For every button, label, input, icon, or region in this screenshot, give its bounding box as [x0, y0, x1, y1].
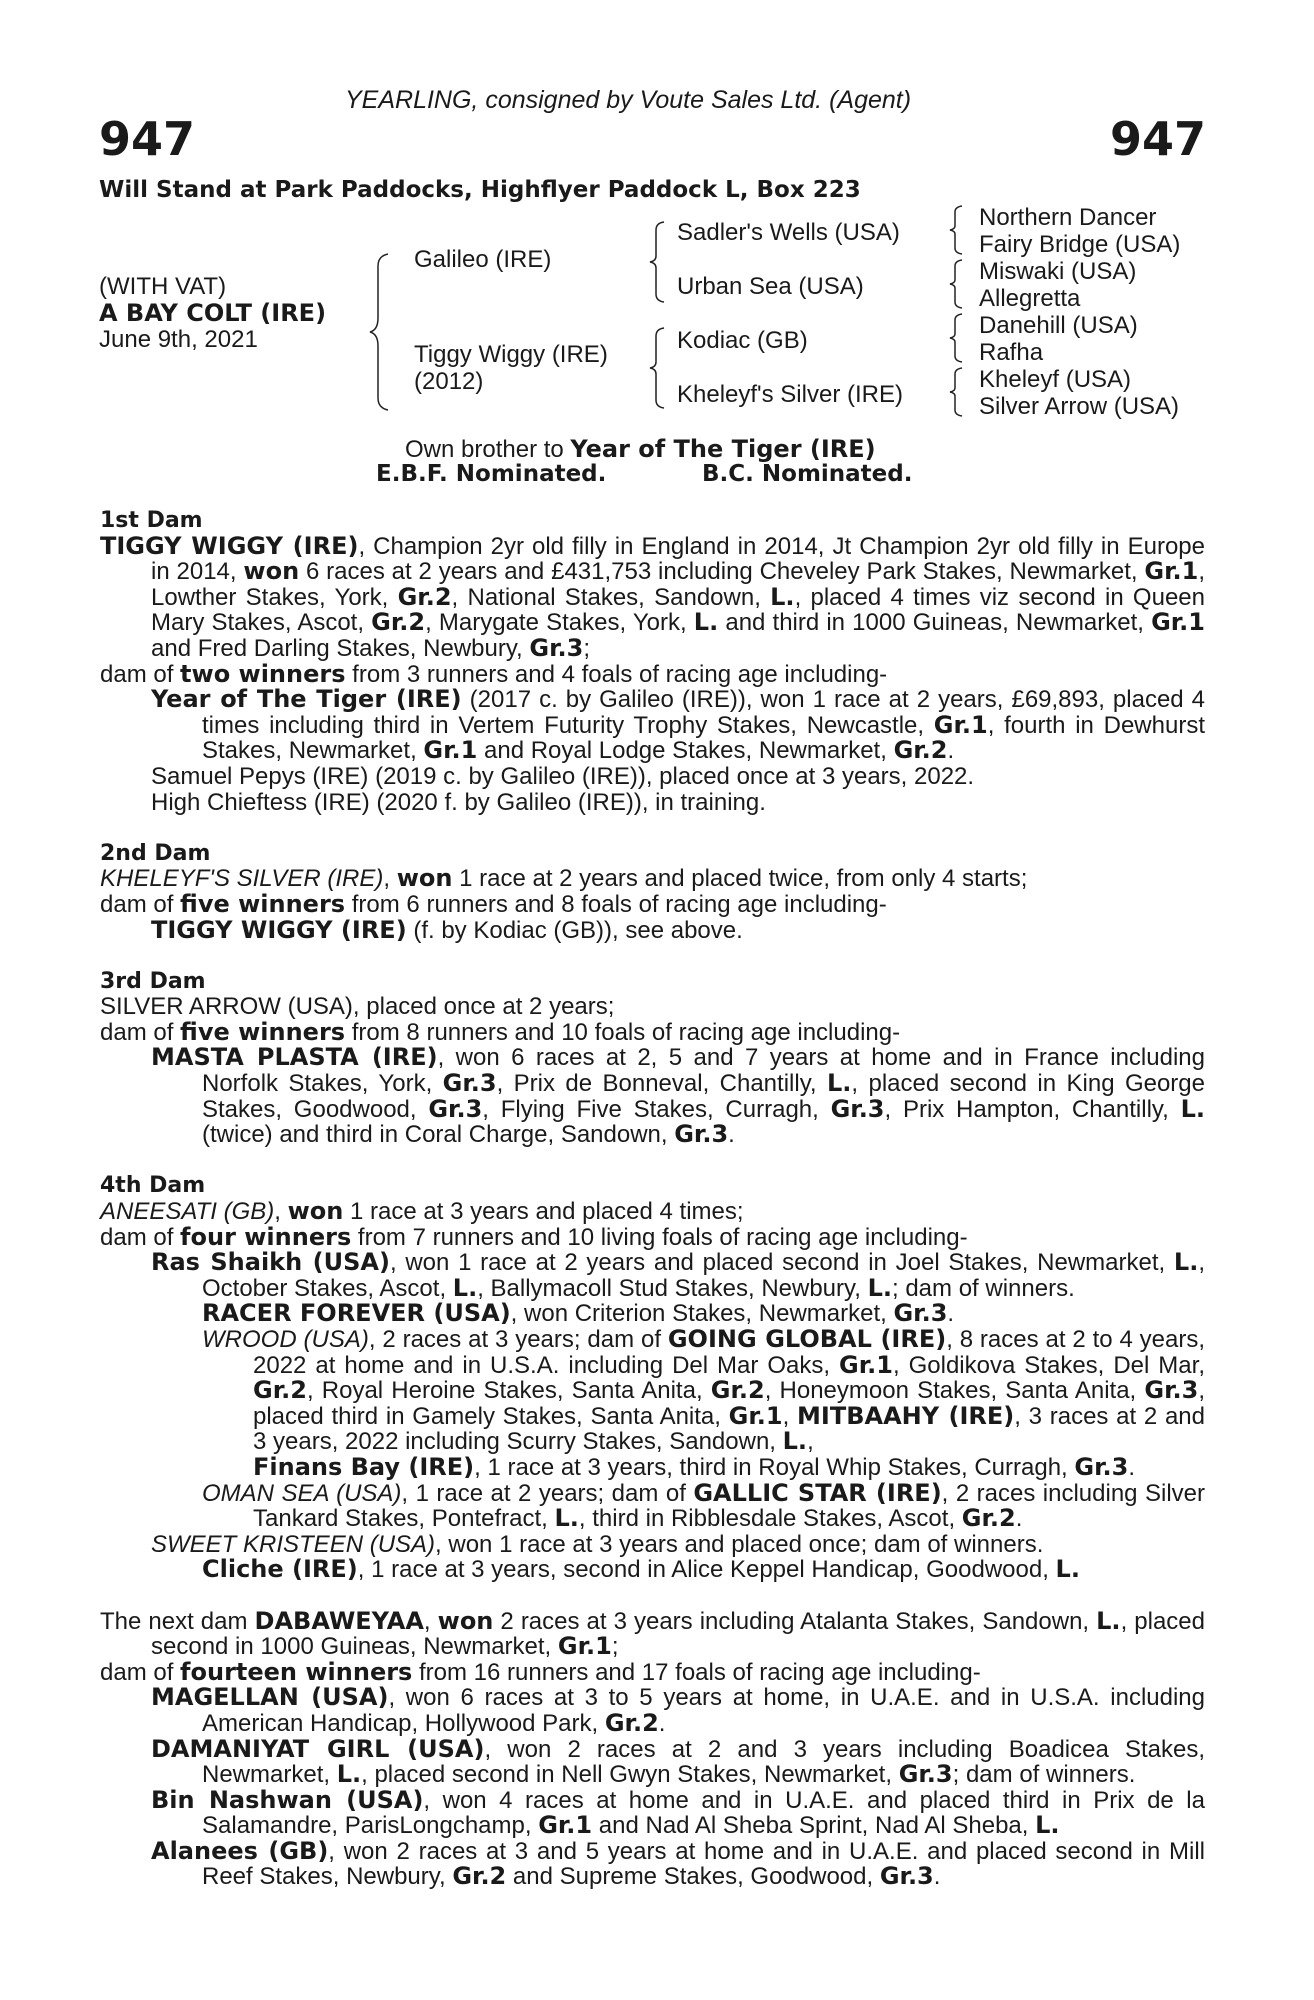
text: dam of [100, 1223, 181, 1251]
text: , won 6 races at 3 to 5 years at home, in U.A.E. and in U.S.A. including American Handicap, Hollywood Park, [202, 1684, 1206, 1737]
text: 1 race at 3 years and placed 4 times; [343, 1198, 744, 1226]
produce-name: Cliche (IRE) [202, 1555, 358, 1584]
text: . [947, 737, 955, 765]
text: , Prix Hampton, Chantilly, [884, 1095, 1181, 1123]
catalogue-body [100, 508, 1205, 1890]
produce-name: OMAN SEA (USA) [202, 1479, 402, 1507]
produce-name: MITBAAHY (IRE) [797, 1401, 1015, 1430]
text: , [383, 865, 397, 893]
grade: Gr.2 [893, 736, 948, 765]
text: and Supreme Stakes, Goodwood, [506, 1863, 880, 1891]
text: ; dam of winners. [892, 1274, 1075, 1302]
foaling-date: June 9th, 2021 [99, 326, 258, 353]
next-dam-produce-summary [100, 1657, 1205, 1686]
text: , Champion 2yr old filly in England in 2014, Jt Champion 2yr old filly in Europe in 2014, [151, 532, 1206, 586]
text: , Royal Heroine Stakes, Santa Anita, [306, 1377, 711, 1405]
catalogue-subtitle: YEARLING, consigned by Voute Sales Ltd. (Agent) [345, 86, 912, 114]
listed: L. [554, 1504, 579, 1533]
listed: L. [1035, 1811, 1060, 1840]
listed: L. [770, 582, 795, 611]
grade: Gr.3 [830, 1094, 885, 1123]
text: 2 races at 3 years including Atalanta Stakes, Sandown, [493, 1607, 1097, 1635]
produce-racer-forever [100, 1301, 1205, 1327]
text: dam of [100, 660, 181, 688]
produce-alanees [100, 1836, 1205, 1891]
produce-name: Ras Shaikh (USA) [151, 1248, 390, 1277]
grade: Gr.3 [442, 1069, 497, 1098]
text: dam of [100, 1018, 181, 1046]
produce-high-chieftess: High Chieftess (IRE) (2020 f. by Galileo (IRE)), in training. [151, 788, 766, 816]
sire-name: Galileo (IRE) [414, 246, 552, 273]
text: , won 1 race at 2 years and placed second in Joel Stakes, Newmarket, [389, 1249, 1174, 1277]
text: , placed 4 times viz second in Queen Mary Stakes, Ascot, [151, 583, 1205, 637]
grade: Gr.3 [1074, 1452, 1129, 1481]
grade: Gr.2 [710, 1376, 765, 1405]
dam-name: Tiggy Wiggy (IRE) [414, 341, 608, 368]
text: , Ballymacoll Stud Stakes, Newbury, [477, 1274, 868, 1302]
text: , won 1 race at 3 years and placed once; dam of winners. [435, 1530, 1044, 1558]
won: won [243, 557, 300, 586]
bc-note: B.C. Nominated. [702, 461, 913, 487]
own-brother-name: Year of The Tiger (IRE) [570, 435, 876, 463]
second-dam-produce-summary [100, 889, 1205, 918]
winners-count: five winners [180, 889, 346, 918]
next-dam-name: DABAWEYAA [254, 1606, 424, 1635]
grade: Gr.1 [839, 1350, 893, 1379]
text: , 1 race at 2 years; dam of [401, 1479, 694, 1507]
produce-year-of-the-tiger [100, 687, 1205, 764]
text: ; [583, 634, 590, 662]
produce-name: MAGELLAN (USA) [151, 1683, 389, 1712]
text: and Nad Al Sheba Sprint, Nad Al Sheba, [592, 1812, 1036, 1840]
produce-masta-plasta [100, 1045, 1205, 1147]
text: from 6 runners and 8 foals of racing age including- [345, 890, 887, 918]
text: , fourth in Dewhurst Stakes, Newmarket, [202, 711, 1205, 765]
grade: Gr.3 [893, 1299, 948, 1328]
listed: L. [336, 1760, 362, 1789]
grade: Gr.1 [557, 1632, 612, 1661]
text: , [807, 1428, 814, 1456]
listed: L. [782, 1427, 808, 1456]
produce-name: Bin Nashwan (USA) [151, 1785, 424, 1814]
produce-name: GALLIC STAR (IRE) [693, 1478, 942, 1507]
lot-number-right: 947 [1109, 112, 1206, 166]
fourth-dam-produce-summary [100, 1222, 1205, 1251]
text: 6 races at 2 years and £431,753 including Cheveley Park Stakes, Newmarket, [299, 558, 1145, 586]
produce-damaniyat-girl [100, 1734, 1205, 1789]
second-dam-name: KHELEYF'S SILVER (IRE) [100, 865, 384, 893]
text: , Honeymoon Stakes, Santa Anita, [764, 1377, 1145, 1405]
text: , third in Ribblesdale Stakes, Ascot, [578, 1505, 962, 1533]
text: , Goldikova Stakes, Del Mar, [892, 1351, 1205, 1379]
produce-sweet-kristeen [100, 1532, 1205, 1558]
horse-name: A BAY COLT (IRE) [99, 299, 327, 327]
produce-tiggy-wiggy [100, 915, 1205, 944]
listed: L. [1180, 1094, 1205, 1123]
produce-oman-sea [100, 1478, 1206, 1533]
pedigree-brace-g3-1 [948, 204, 966, 256]
second-dam-record [100, 866, 1205, 892]
grade: Gr.3 [674, 1120, 729, 1149]
stand-location: Will Stand at Park Paddocks, Highflyer Paddock L, Box 223 [99, 177, 861, 203]
listed: L. [1096, 1606, 1121, 1635]
dam-sire: Kodiac (GB) [677, 327, 808, 354]
text: , placed second in King George Stakes, Goodwood, [202, 1070, 1205, 1123]
listed: L. [867, 1273, 892, 1302]
text: and third in 1000 Guineas, Newmarket, [718, 609, 1152, 637]
g3-3: Miswaki (USA) [979, 258, 1137, 285]
text: from 7 runners and 10 living foals of racing age including- [351, 1223, 968, 1251]
grade: Gr.1 [538, 1811, 593, 1840]
text: . [1015, 1505, 1023, 1533]
produce-name: SWEET KRISTEEN (USA) [151, 1530, 436, 1558]
text: ; [611, 1633, 619, 1661]
ebf-note: E.B.F. Nominated. [376, 461, 607, 487]
produce-ras-shaikh [100, 1250, 1205, 1301]
text: , Marygate Stakes, York, [425, 609, 694, 637]
lot-number-left: 947 [99, 112, 196, 166]
text: , Prix de Bonneval, Chantilly, [496, 1070, 827, 1098]
produce-samuel-pepys: Samuel Pepys (IRE) (2019 c. by Galileo (IRE)), placed once at 3 years, 2022. [151, 762, 975, 790]
text: . [658, 1709, 666, 1737]
third-dam-record: SILVER ARROW (USA), placed once at 2 years; [100, 993, 615, 1021]
text: , October Stakes, Ascot, [202, 1249, 1206, 1302]
text: from 8 runners and 10 foals of racing age including- [345, 1018, 901, 1046]
listed: L. [452, 1273, 478, 1302]
text: . [947, 1300, 955, 1328]
text: . [728, 1121, 735, 1149]
grade: Gr.1 [728, 1401, 783, 1430]
produce-name: Alanees (GB) [151, 1836, 329, 1865]
text: , 2 races including Silver Tankard Stakes, Pontefract, [253, 1479, 1206, 1533]
grade: Gr.3 [428, 1094, 483, 1123]
g3-1: Northern Dancer [979, 204, 1157, 231]
third-dam-title: 3rd Dam [100, 968, 206, 994]
grade: Gr.2 [253, 1376, 307, 1405]
won: won [396, 864, 453, 893]
produce-name: TIGGY WIGGY (IRE) [151, 915, 407, 944]
text: from 16 runners and 17 foals of racing age including- [412, 1658, 981, 1686]
third-dam-produce-summary [100, 1017, 1205, 1046]
produce-magellan [100, 1685, 1205, 1736]
produce-cliche [100, 1557, 1205, 1583]
first-dam-title: 1st Dam [100, 508, 203, 533]
listed: L. [827, 1069, 852, 1098]
grade: Gr.2 [371, 608, 426, 637]
text: , [782, 1402, 798, 1430]
grade: Gr.3 [529, 633, 584, 662]
g3-5: Danehill (USA) [979, 312, 1138, 339]
text: , 1 race at 3 years, third in Royal Whip Stakes, Curragh, [474, 1453, 1075, 1481]
own-brother-note [405, 435, 876, 464]
text: . [1128, 1453, 1135, 1481]
text: , [274, 1198, 288, 1226]
second-dam-title: 2nd Dam [100, 840, 211, 866]
pedigree-brace-g3-3 [948, 312, 966, 364]
produce-name: GOING GLOBAL (IRE) [667, 1325, 947, 1353]
text: , placed second in 1000 Guineas, Newmarket, [151, 1607, 1205, 1661]
text: , 3 races at 2 and 3 years, 2022 including Scurry Stakes, Sandown, [253, 1402, 1206, 1456]
listed: L. [693, 608, 719, 637]
text: , won Criterion Stakes, Newmarket, [510, 1300, 894, 1328]
first-dam-record [100, 531, 1206, 662]
vat-note: (WITH VAT) [99, 273, 227, 300]
produce-bin-nashwan [100, 1785, 1205, 1840]
produce-name: Year of The Tiger (IRE) [151, 685, 462, 714]
sire-sire: Sadler's Wells (USA) [677, 219, 900, 246]
text: , [423, 1607, 438, 1635]
pedigree-brace-dam [648, 326, 668, 410]
text: and Fred Darling Stakes, Newbury, [151, 634, 530, 662]
produce-name: WROOD (USA) [202, 1326, 369, 1353]
text: , won 2 races at 2 and 3 years including Boadicea Stakes, Newmarket, [202, 1735, 1205, 1789]
text: . [933, 1863, 941, 1891]
pedigree-brace-g3-2 [948, 258, 966, 310]
text: , 1 race at 3 years, second in Alice Keppel Handicap, Goodwood, [357, 1556, 1056, 1584]
text: , Flying Five Stakes, Curragh, [482, 1095, 831, 1123]
fourth-dam-record [100, 1199, 1205, 1225]
text: and Royal Lodge Stakes, Newmarket, [477, 737, 894, 765]
text: , 8 races at 2 to 4 years, 2022 at home and in U.S.A. including Del Mar Oaks, [253, 1326, 1206, 1379]
g3-6: Rafha [979, 339, 1044, 366]
g3-2: Fairy Bridge (USA) [979, 231, 1181, 258]
dam-dam: Kheleyf's Silver (IRE) [677, 381, 903, 408]
produce-name: RACER FOREVER (USA) [202, 1299, 511, 1328]
text: , 2 races at 3 years; dam of [368, 1326, 668, 1353]
text: , won 6 races at 2, 5 and 7 years at home and in France including Norfolk Stakes, York, [202, 1044, 1205, 1098]
sire-dam: Urban Sea (USA) [677, 273, 864, 300]
g3-7: Kheleyf (USA) [979, 366, 1132, 393]
text: ; dam of winners. [952, 1761, 1136, 1789]
pedigree-brace-main [368, 252, 392, 412]
text: from 3 runners and 4 foals of racing age including- [345, 660, 888, 688]
winners-count: five winners [180, 1017, 346, 1046]
grade: Gr.3 [898, 1760, 953, 1789]
first-dam-produce-summary [100, 659, 1205, 688]
listed: L. [1173, 1248, 1199, 1277]
grade: Gr.2 [604, 1708, 659, 1737]
g3-8: Silver Arrow (USA) [979, 393, 1180, 420]
winners-count: four winners [180, 1222, 352, 1251]
grade: Gr.3 [1144, 1376, 1199, 1405]
grade: Gr.1 [933, 710, 988, 739]
text: , placed second in Nell Gwyn Stakes, Newmarket, [361, 1761, 899, 1789]
fourth-dam-name: ANEESATI (GB) [100, 1198, 275, 1226]
text: (f. by Kodiac (GB)), see above. [406, 916, 743, 944]
fourth-dam-title: 4th Dam [100, 1173, 206, 1199]
text: The next dam [100, 1607, 255, 1635]
grade: Gr.2 [397, 582, 452, 611]
own-brother-prefix: Own brother to [405, 436, 571, 463]
pedigree-brace-sire [648, 220, 668, 304]
dam-year: (2012) [414, 368, 484, 395]
produce-name: MASTA PLASTA (IRE) [151, 1043, 438, 1072]
text: , won 4 races at home and in U.A.E. and placed third in Prix de la Salamandre, ParisLongchamp, [202, 1786, 1205, 1840]
pedigree-brace-g3-4 [948, 366, 966, 418]
won: won [287, 1197, 344, 1226]
grade: Gr.1 [1144, 557, 1199, 586]
grade: Gr.3 [879, 1862, 934, 1891]
winners-count: two winners [180, 659, 346, 688]
text: , won 2 races at 3 and 5 years at home and in U.A.E. and placed second in Mill Reef Stakes, Newbury, [202, 1837, 1205, 1891]
text: 1 race at 2 years and placed twice, from only 4 starts; [452, 865, 1028, 893]
produce-name: Finans Bay (IRE) [253, 1452, 475, 1481]
g3-4: Allegretta [979, 285, 1081, 312]
produce-name: DAMANIYAT GIRL (USA) [151, 1734, 485, 1763]
text: , National Stakes, Sandown, [451, 583, 771, 611]
produce-wrood [100, 1327, 1205, 1455]
text: , placed third in Gamely Stakes, Santa Anita, [253, 1377, 1205, 1430]
first-dam-name: TIGGY WIGGY (IRE) [100, 531, 359, 560]
text: (2017 c. by Galileo (IRE)), won 1 race at 2 years, £69,893, placed 4 times including third in Vertem Futurity Trophy Stakes, Newcastle, [202, 686, 1206, 739]
next-dam-record [100, 1606, 1205, 1661]
won: won [437, 1606, 494, 1635]
grade: Gr.2 [961, 1504, 1016, 1533]
grade: Gr.2 [452, 1862, 507, 1891]
text: dam of [100, 1658, 181, 1686]
produce-finans-bay [100, 1452, 1205, 1481]
listed: L. [1055, 1555, 1080, 1584]
grade: Gr.1 [1151, 608, 1205, 637]
grade: Gr.1 [423, 736, 478, 765]
winners-count: fourteen winners [180, 1657, 413, 1686]
text: , Lowther Stakes, York, [151, 558, 1205, 611]
text: dam of [100, 890, 181, 918]
text: (twice) and third in Coral Charge, Sandown, [202, 1121, 675, 1149]
